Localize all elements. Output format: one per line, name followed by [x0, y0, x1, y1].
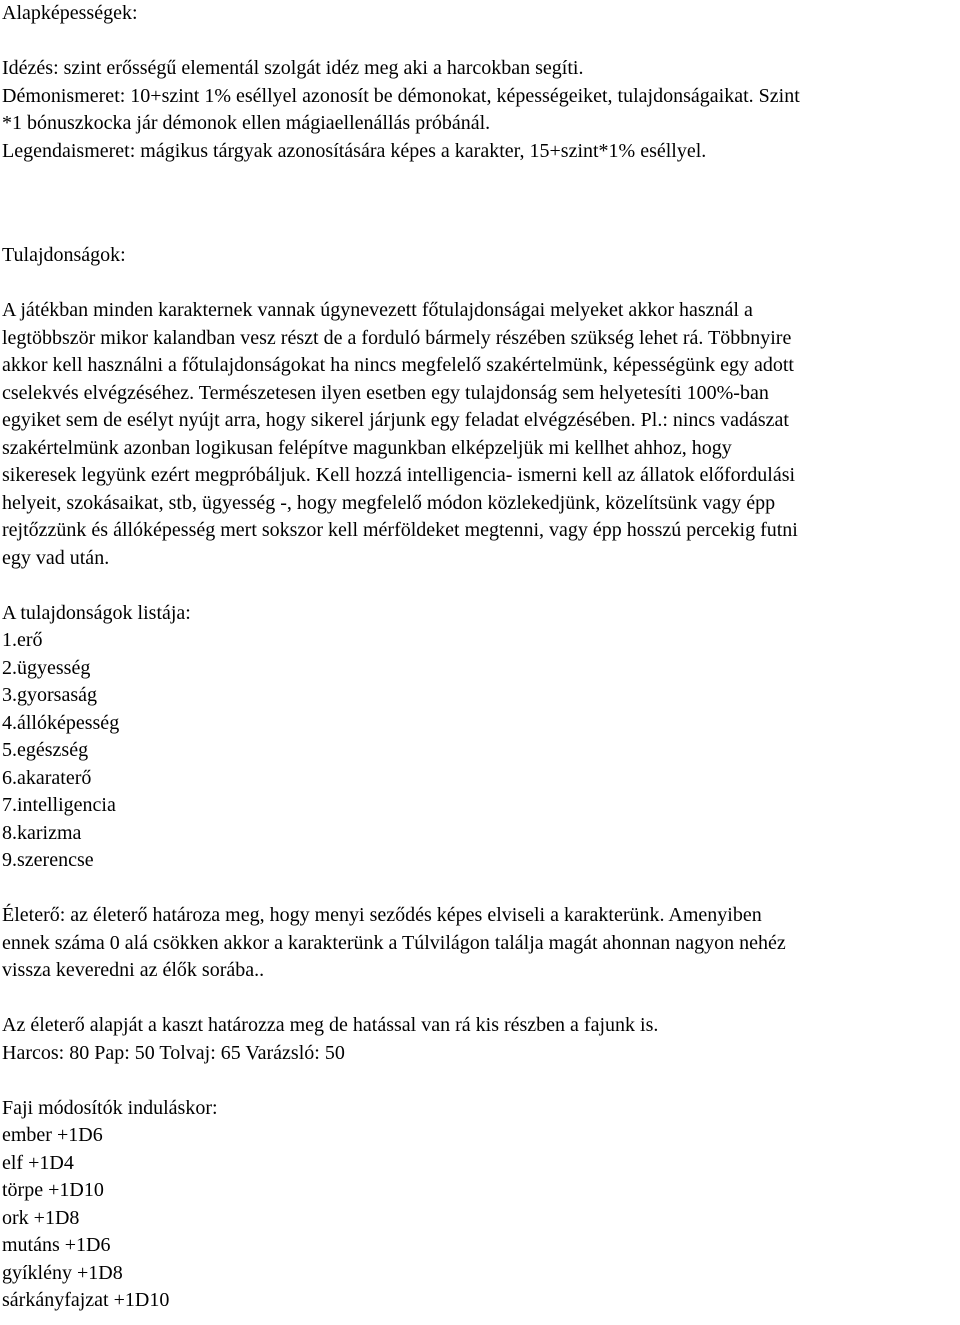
section-eletero	[2, 902, 958, 1315]
list-title: A tulajdonságok listája:	[2, 601, 191, 624]
spacer	[2, 220, 958, 242]
text-line: helyeit, szokásaikat, stb, ügyesség -, hogy megfelelő módon közlekedjünk, közelítsünk vagy épp	[2, 491, 776, 514]
text-line: Életerő: az életerő határoza meg, hogy menyi seződés képes elviseli a karakterünk. Amenyiben	[2, 904, 762, 926]
text-line: sikeresek legyünk ezért megpróbáljuk. Kell hozzá intelligencia- ismerni kell az állatok előfordulási	[2, 464, 796, 486]
heading-alapkepessegek: Alapképességek:	[2, 2, 138, 24]
list-item: 1.erő	[2, 629, 43, 651]
text-line: Démonismeret: 10+szint 1% eséllyel azonosít be démonokat, képességeiket, tulajdonságaikat. Szint	[2, 84, 800, 107]
list-item: 7.intelligencia	[2, 794, 116, 816]
section-alapkepessegek	[2, 0, 958, 165]
text-line: Az életerő alapját a kaszt határozza meg de hatással van rá kis részben a fajunk is.	[2, 1014, 659, 1036]
text-line: A játékban minden karakternek vannak úgynevezett főtulajdonságai melyeket akkor használ a	[2, 299, 753, 321]
list-item: elf +1D4	[2, 1151, 74, 1174]
class-base-values: Harcos: 80 Pap: 50 Tolvaj: 65 Varázsló: 50	[2, 1041, 345, 1064]
list-item: 5.egészség	[2, 739, 89, 761]
text-line: vissza keveredni az élők sorába..	[2, 959, 265, 981]
list-item: gyíklény +1D8	[2, 1261, 123, 1284]
section-tulajdonsagok	[2, 242, 958, 875]
spacer	[2, 165, 958, 220]
spacer	[2, 1067, 958, 1095]
text-line: ennek száma 0 alá csökken akkor a karakterünk a Túlvilágon találja magát ahonnan nagyon nehéz	[2, 931, 786, 954]
list-item: 6.akaraterő	[2, 766, 92, 789]
spacer	[2, 985, 958, 1013]
text-line: egy vad után.	[2, 546, 110, 569]
text-line: rejtőzzünk és állóképesség mert sokszor kell mérföldeket megtenni, vagy épp hosszú percekig futni	[2, 519, 798, 541]
list-item: mutáns +1D6	[2, 1234, 111, 1256]
text-line: Legendaismeret: mágikus tárgyak azonosítására képes a karakter, 15+szint*1% eséllyel.	[2, 139, 707, 162]
text-line: szakértelmünk azonban logikusan felépítve magunkban elképzeljük mi kellhet ahhoz, hogy	[2, 436, 732, 459]
text-line: akkor kell használni a főtulajdonságokat ha nincs megfelelő szakértelmünk, képességünk egy adott	[2, 354, 794, 376]
text-line: legtöbbször mikor kalandban vesz részt de a forduló bármely részében szükség lehet rá. Többnyire	[2, 326, 792, 349]
list-item: ork +1D8	[2, 1206, 80, 1229]
text-line: egyiket sem de esélyt nyújt arra, hogy sikerel járjunk egy feladat elvégzésében. Pl.: nincs vadászat	[2, 409, 789, 431]
list-item: 8.karizma	[2, 821, 82, 844]
list-item: sárkányfajzat +1D10	[2, 1289, 170, 1311]
heading-tulajdonsagok: Tulajdonságok:	[2, 244, 126, 266]
list-item: ember +1D6	[2, 1124, 103, 1146]
spacer	[2, 28, 958, 56]
race-list-title: Faji módosítók induláskor:	[2, 1096, 218, 1119]
list-item: 3.gyorsaság	[2, 684, 97, 706]
text-line: cselekvés elvégzéséhez. Természetesen ilyen esetben egy tulajdonság sem helyetesíti 100%-ban	[2, 381, 769, 404]
document-page	[2, 0, 958, 1315]
text-line: Idézés: szint erősségű elementál szolgát idéz meg aki a harcokban segíti.	[2, 57, 584, 79]
spacer	[2, 270, 958, 298]
list-item: 4.állóképesség	[2, 711, 120, 734]
text-line: *1 bónuszkocka jár démonok ellen mágiaellenállás próbánál.	[2, 112, 491, 134]
spacer	[2, 875, 958, 903]
list-item: 9.szerencse	[2, 849, 94, 871]
list-item: 2.ügyesség	[2, 656, 91, 679]
spacer	[2, 572, 958, 600]
list-item: törpe +1D10	[2, 1179, 104, 1201]
